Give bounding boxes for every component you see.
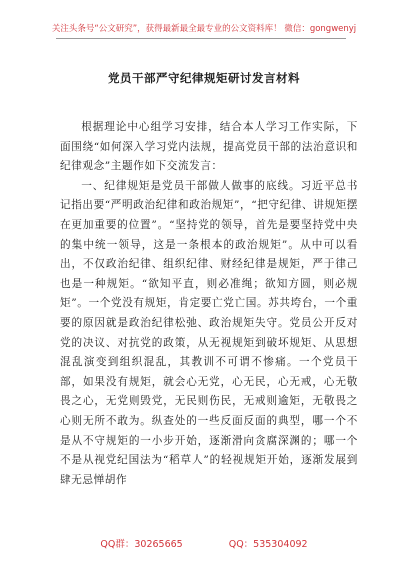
document-title: 党员干部严守纪律规矩研讨发言材料 bbox=[108, 71, 300, 85]
document-body bbox=[60, 118, 358, 490]
footer-contact bbox=[0, 536, 408, 550]
footer-qq-group: QQ群：30265665 bbox=[100, 539, 183, 550]
header-divider bbox=[56, 38, 346, 39]
paragraph-intro: 根据理论中心组学习安排，结合本人学习工作实际，下面围绕“如何深入学习党内法规，提高党员干部的法治意识和纪律观念”主题作如下交流发言： bbox=[60, 121, 358, 173]
header-promo-note: 关注头条号“公文研究”，获得最新最全最专业的公文资料库！ 微信：gongwenyj bbox=[51, 24, 357, 34]
footer-qq-number: QQ：535304092 bbox=[228, 539, 308, 550]
paragraph-section-one: 一、纪律规矩是党员干部做人做事的底线。习近平总书记指出要“严明政治纪律和政治规矩”，“把守纪律、讲规矩摆在更加重要的位置”。“坚持党的领导，首先是要坚持党中央的集中统一领导，这是一条根本的政治规矩”。从中可以看出，不仅政治纪律、组织纪律、财经纪律是规矩，严于律己也是一种规矩。“欲知平直，则必准绳；欲知方圆，则必规矩”。一个党没有规矩，肯定要亡党亡国。苏共垮台，一个重要的原因就是政治纪律松弛、政治规矩失守。党员公开反对党的决议、对抗党的政策，从无视规矩到破坏规矩、从思想混乱演变到组织混乱，其教训不可谓不惨痛。一个党员干部，如果没有规矩，就会心无党，心无民，心无戒，心无敬畏之心，无党则毁党，无民则伤民，无戒则逾矩，无敬畏之心则无所不敢为。纵查处的一些反面反面的典型，哪一个不是从不守规矩的一小步开始，逐渐滑向贪腐深渊的；哪一个不是从视党纪国法为“稻草人”的轻视规矩开始，逐渐发展到肆无忌惮胡作 bbox=[60, 179, 358, 486]
